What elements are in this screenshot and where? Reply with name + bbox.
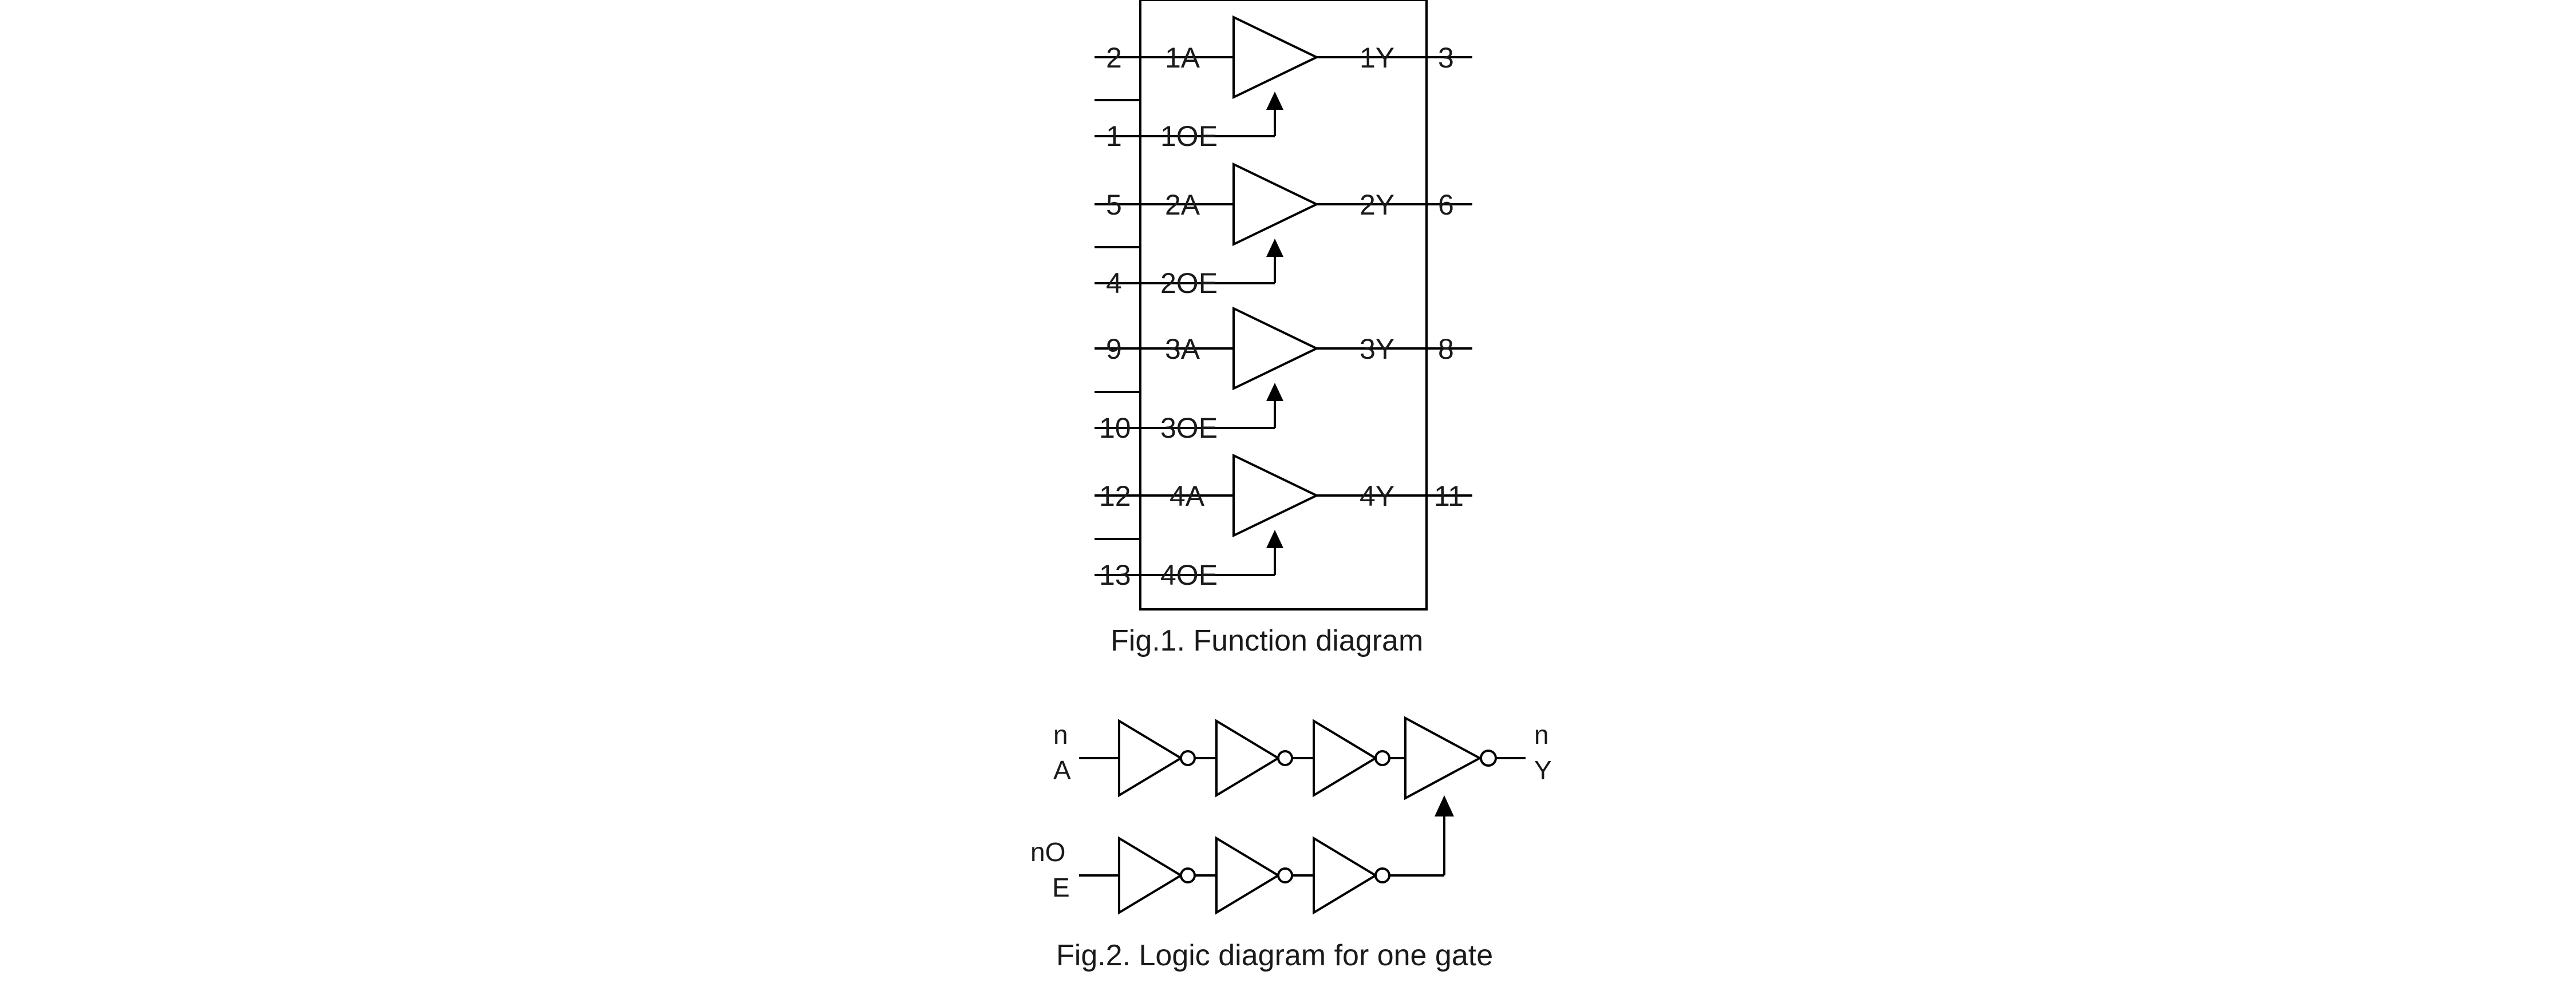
logic-oe-inverter-1-triangle	[1119, 838, 1181, 913]
ch4-input-pin: 12	[1099, 480, 1131, 512]
ch3-buffer-triangle	[1234, 308, 1317, 389]
logic-inverter-3-bubble	[1376, 751, 1389, 765]
logic-oe-inverter-1-bubble	[1181, 869, 1195, 882]
logic-input-a-label-line2: A	[1053, 755, 1071, 785]
function-diagram-group	[1095, 0, 1472, 609]
logic-inverter-2-triangle	[1216, 721, 1278, 795]
ch3-input-pin: 9	[1106, 333, 1122, 365]
ch4-enable-pin: 13	[1099, 559, 1131, 591]
figure-1-caption: Fig.1. Function diagram	[1111, 624, 1424, 657]
ch4-output-pin: 11	[1434, 480, 1464, 512]
logic-output-bubble	[1481, 751, 1496, 766]
logic-output-label-line1: n	[1534, 720, 1549, 750]
logic-diagram-group	[1079, 718, 1526, 913]
ch1-output-label: 1Y	[1360, 42, 1395, 74]
ch3-input-label: 3A	[1165, 333, 1200, 365]
ch3-enable-arrowhead	[1266, 383, 1283, 401]
ch1-enable-label: 1OE	[1160, 120, 1218, 152]
ch2-buffer-triangle	[1234, 164, 1317, 244]
ch1-enable-arrowhead	[1266, 92, 1283, 110]
ch4-enable-arrowhead	[1266, 530, 1283, 548]
ch1-input-pin: 2	[1106, 42, 1122, 74]
ch1-buffer-triangle	[1234, 17, 1317, 97]
ch4-buffer-triangle	[1234, 455, 1317, 536]
ch4-output-label: 4Y	[1360, 480, 1395, 512]
ch2-enable-label: 2OE	[1160, 267, 1218, 299]
ch3-enable-pin: 10	[1099, 412, 1131, 444]
logic-output-inverter-triangle	[1405, 718, 1480, 798]
ch3-output-label: 3Y	[1360, 333, 1395, 365]
ch1-output-pin: 3	[1438, 42, 1454, 74]
ch3-enable-label: 3OE	[1160, 412, 1218, 444]
ch2-output-label: 2Y	[1360, 189, 1395, 221]
logic-output-label-line2: Y	[1534, 755, 1552, 785]
logic-inverter-3-triangle	[1314, 721, 1376, 795]
ch2-enable-pin: 4	[1106, 267, 1122, 299]
ch2-input-pin: 5	[1106, 189, 1122, 221]
ch4-enable-label: 4OE	[1160, 559, 1218, 591]
ch1-input-label: 1A	[1165, 42, 1200, 74]
logic-input-oe-label-line1: nO	[1030, 837, 1066, 867]
logic-input-a-label-line1: n	[1053, 720, 1068, 750]
ch3-output-pin: 8	[1438, 333, 1454, 365]
logic-oe-inverter-2-bubble	[1278, 869, 1292, 882]
figure-2-caption: Fig.2. Logic diagram for one gate	[1056, 939, 1494, 972]
ch1-enable-pin: 1	[1106, 120, 1122, 152]
logic-enable-arrowhead	[1435, 795, 1454, 816]
logic-oe-inverter-3-bubble	[1376, 869, 1389, 882]
logic-inverter-1-triangle	[1119, 721, 1181, 795]
logic-oe-inverter-3-triangle	[1314, 838, 1376, 913]
ch2-input-label: 2A	[1165, 189, 1200, 221]
chip-body-outline	[1140, 0, 1427, 609]
ch2-output-pin: 6	[1438, 189, 1454, 221]
logic-input-oe-label-line2: E	[1052, 873, 1070, 902]
ch2-enable-arrowhead	[1266, 239, 1283, 257]
logic-inverter-2-bubble	[1278, 751, 1292, 765]
logic-inverter-1-bubble	[1181, 751, 1195, 765]
logic-oe-inverter-2-triangle	[1216, 838, 1278, 913]
ch4-input-label: 4A	[1170, 480, 1205, 512]
